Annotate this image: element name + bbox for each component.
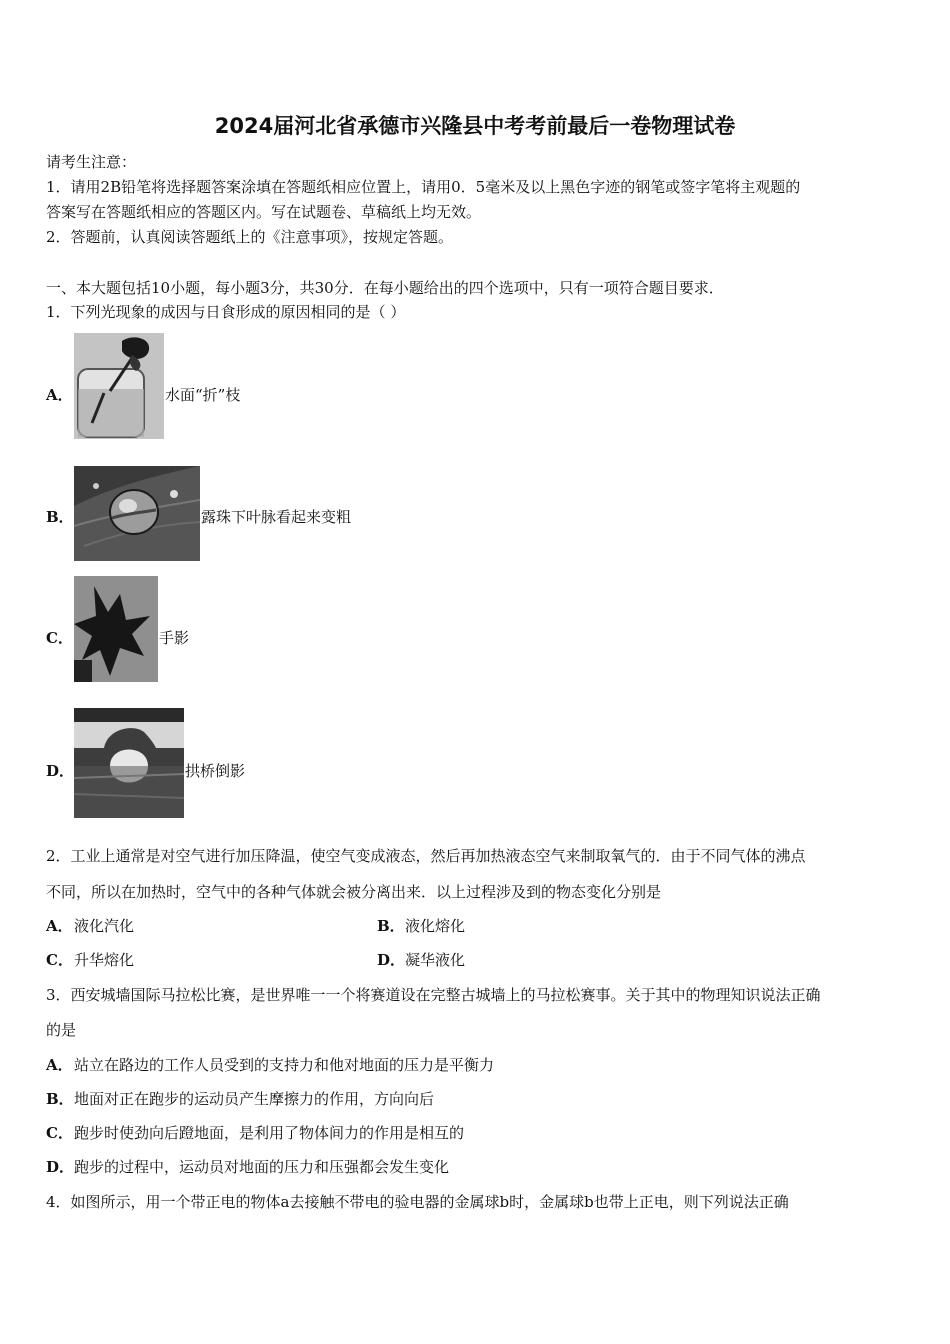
hand-shadow-photo [74,576,158,682]
option-letter: B． [377,917,405,935]
option-text: 站立在路边的工作人员受到的支持力和他对地面的压力是平衡力 [74,1056,495,1074]
option-letter: C． [46,629,73,647]
option-letter: A． [46,386,73,404]
question-4-line: 4．如图所示，用一个带正电的物体a去接触不带电的验电器的金属球b时，金属球b也带上正电，则下列说法正确 [46,1193,789,1211]
option-text: 地面对正在跑步的运动员产生摩擦力的作用，方向向后 [74,1090,435,1108]
notice-line: 答案写在答题纸相应的答题区内。写在试题卷、草稿纸上均无效。 [46,203,482,221]
option-letter: D． [377,951,406,969]
dewdrop-leaf-photo [74,466,200,561]
option-letter: D． [46,762,75,780]
option-text: 露珠下叶脉看起来变粗 [201,508,352,526]
option-text: 液化熔化 [405,917,466,935]
option-text: 升华熔化 [74,951,135,969]
question-3-line: 的是 [46,1021,77,1039]
branch-in-water-photo [74,333,164,439]
question-2-line: 2．工业上通常是对空气进行加压降温，使空气变成液态，然后再加热液态空气来制取氧气的．由于不同气体的沸点 [46,847,806,865]
page-title: 2024届河北省承德市兴隆县中考考前最后一卷物理试卷 [214,114,736,138]
option-text: 拱桥倒影 [185,762,246,780]
option-text: 水面“折”枝 [165,386,241,404]
option-text: 凝华液化 [405,951,466,969]
question-1-stem: 1．下列光现象的成因与日食形成的原因相同的是（ ） [46,303,406,321]
notice-line: 1．请用2B铅笔将选择题答案涂填在答题纸相应位置上，请用0．5毫米及以上黑色字迹的钢笔或签字笔将主观题的 [46,178,801,196]
arch-bridge-reflection-photo [74,708,184,818]
option-letter: A． [46,917,73,935]
option-text: 手影 [159,629,190,647]
option-letter: D． [46,1158,75,1176]
option-text: 跑步的过程中，运动员对地面的压力和压强都会发生变化 [74,1158,450,1176]
notice-heading: 请考生注意： [46,153,137,171]
notice-line: 2．答题前，认真阅读答题纸上的《注意事项》，按规定答题。 [46,228,454,246]
option-letter: B． [46,1090,74,1108]
option-letter: C． [46,951,73,969]
option-letter: A． [46,1056,73,1074]
option-letter: B． [46,508,74,526]
option-text: 跑步时使劲向后蹬地面，是利用了物体间力的作用是相互的 [74,1124,465,1142]
section-heading: 一、本大题包括10小题，每小题3分，共30分．在每小题给出的四个选项中，只有一项符合题目要求． [46,279,724,297]
question-3-line: 3．西安城墙国际马拉松比赛，是世界唯一一个将赛道设在完整古城墙上的马拉松赛事。关于其中的物理知识说法正确 [46,986,821,1004]
question-2-line: 不同，所以在加热时，空气中的各种气体就会被分离出来．以上过程涉及到的物态变化分别是 [46,883,662,901]
option-text: 液化汽化 [74,917,135,935]
option-letter: C． [46,1124,73,1142]
